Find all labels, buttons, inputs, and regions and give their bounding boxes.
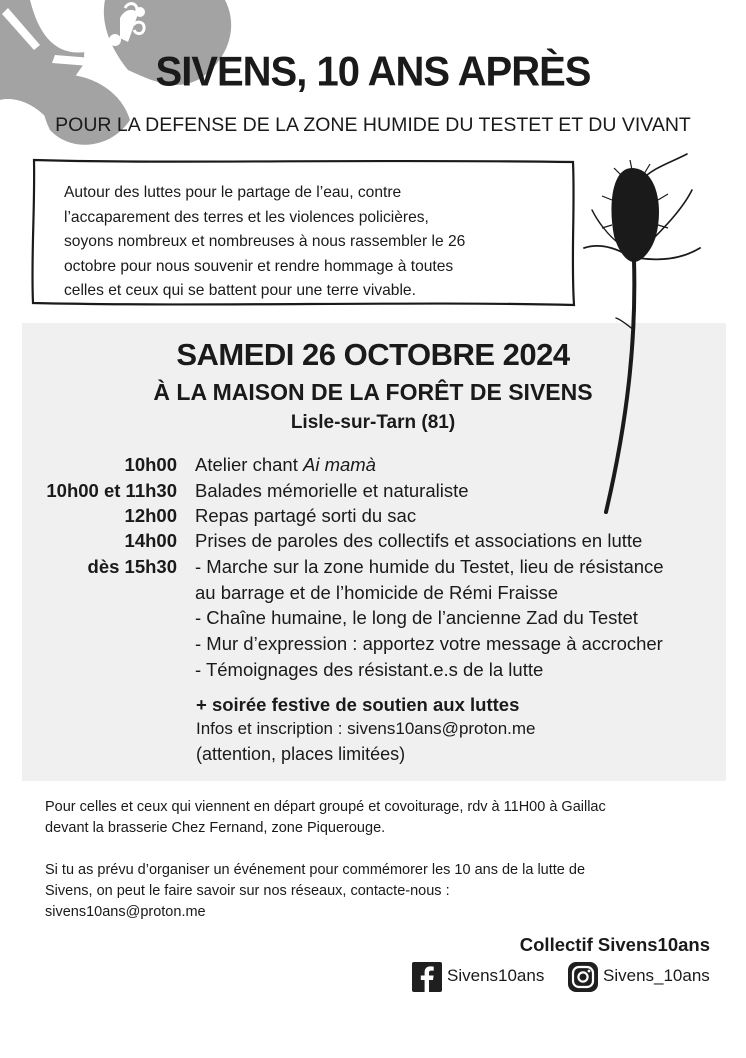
event-town: Lisle-sur-Tarn (81) <box>290 412 456 433</box>
program-row <box>0 452 746 477</box>
instagram-handle[interactable]: Sivens_10ans <box>603 966 710 985</box>
limited-places-note: (attention, places limitées) <box>196 744 406 764</box>
program-row <box>0 554 746 579</box>
organize-line: Si tu as prévu d’organiser un événement pour commémorer les 10 ans de la lutte de <box>45 862 586 878</box>
poster-title: SIVENS, 10 ANS APRÈS <box>155 48 591 96</box>
program-row <box>0 478 746 503</box>
organize-line: Sivens, on peut le faire savoir sur nos réseaux, contacte-nous : <box>45 883 450 899</box>
program-activity: Atelier chant Ai mamà <box>195 454 376 475</box>
program-row <box>0 503 746 528</box>
program-time: 10h00 <box>124 454 177 475</box>
program-row <box>0 528 746 553</box>
poster-subtitle: POUR LA DEFENSE DE LA ZONE HUMIDE DU TESTET ET DU VIVANT <box>55 114 691 136</box>
program-row <box>0 631 746 656</box>
program-time: dès 15h30 <box>87 556 177 577</box>
intro-line: octobre pour nous souvenir et rendre hommage à toutes <box>64 257 454 275</box>
collectif-signature: Collectif Sivens10ans <box>519 934 710 955</box>
program-time: 12h00 <box>124 505 177 526</box>
soiree-announcement: + soirée festive de soutien aux luttes <box>196 694 520 715</box>
program-row <box>0 580 746 605</box>
intro-line: soyons nombreux et nombreuses à nous rassembler le 26 <box>64 233 466 250</box>
registration-info: Infos et inscription : sivens10ans@proton.me <box>196 719 536 738</box>
program-row <box>0 605 746 630</box>
contact-email[interactable]: sivens10ans@proton.me <box>45 904 206 920</box>
facebook-handle[interactable]: Sivens10ans <box>447 966 545 985</box>
carpool-note <box>45 797 711 839</box>
program-activity: - Marche sur la zone humide du Testet, lieu de résistance <box>195 556 664 577</box>
program-activity: Prises de paroles des collectifs et associations en lutte <box>195 530 643 551</box>
intro-paragraph <box>64 181 534 304</box>
program-activity: au barrage et de l’homicide de Rémi Fraisse <box>195 582 558 603</box>
intro-line: l’accaparement des terres et les violences policières, <box>64 208 429 226</box>
event-date: SAMEDI 26 OCTOBRE 2024 <box>176 337 570 372</box>
program-activity: - Mur d’expression : apportez votre message à accrocher <box>195 633 663 654</box>
program-row <box>0 657 746 682</box>
program-activity: Balades mémorielle et naturaliste <box>195 480 469 501</box>
organize-note <box>45 860 711 923</box>
program-activity: - Chaîne humaine, le long de l’ancienne Zad du Testet <box>195 607 638 628</box>
event-venue: À LA MAISON DE LA FORÊT DE SIVENS <box>153 379 593 405</box>
intro-line: celles et ceux qui se battent pour une terre vivable. <box>64 282 416 299</box>
instagram-icon[interactable] <box>568 962 598 992</box>
carpool-line: Pour celles et ceux qui viennent en départ groupé et covoiturage, rdv à 11H00 à Gaillac <box>45 799 606 815</box>
intro-line: Autour des luttes pour le partage de l’eau, contre <box>64 184 402 201</box>
program-time: 14h00 <box>124 530 177 551</box>
program-activity: - Témoignages des résistant.e.s de la lutte <box>195 659 544 680</box>
carpool-line: devant la brasserie Chez Fernand, zone Piquerouge. <box>45 820 386 836</box>
facebook-icon[interactable] <box>412 962 442 992</box>
program-activity: Repas partagé sorti du sac <box>195 505 417 526</box>
program-time: 10h00 et 11h30 <box>46 480 177 501</box>
